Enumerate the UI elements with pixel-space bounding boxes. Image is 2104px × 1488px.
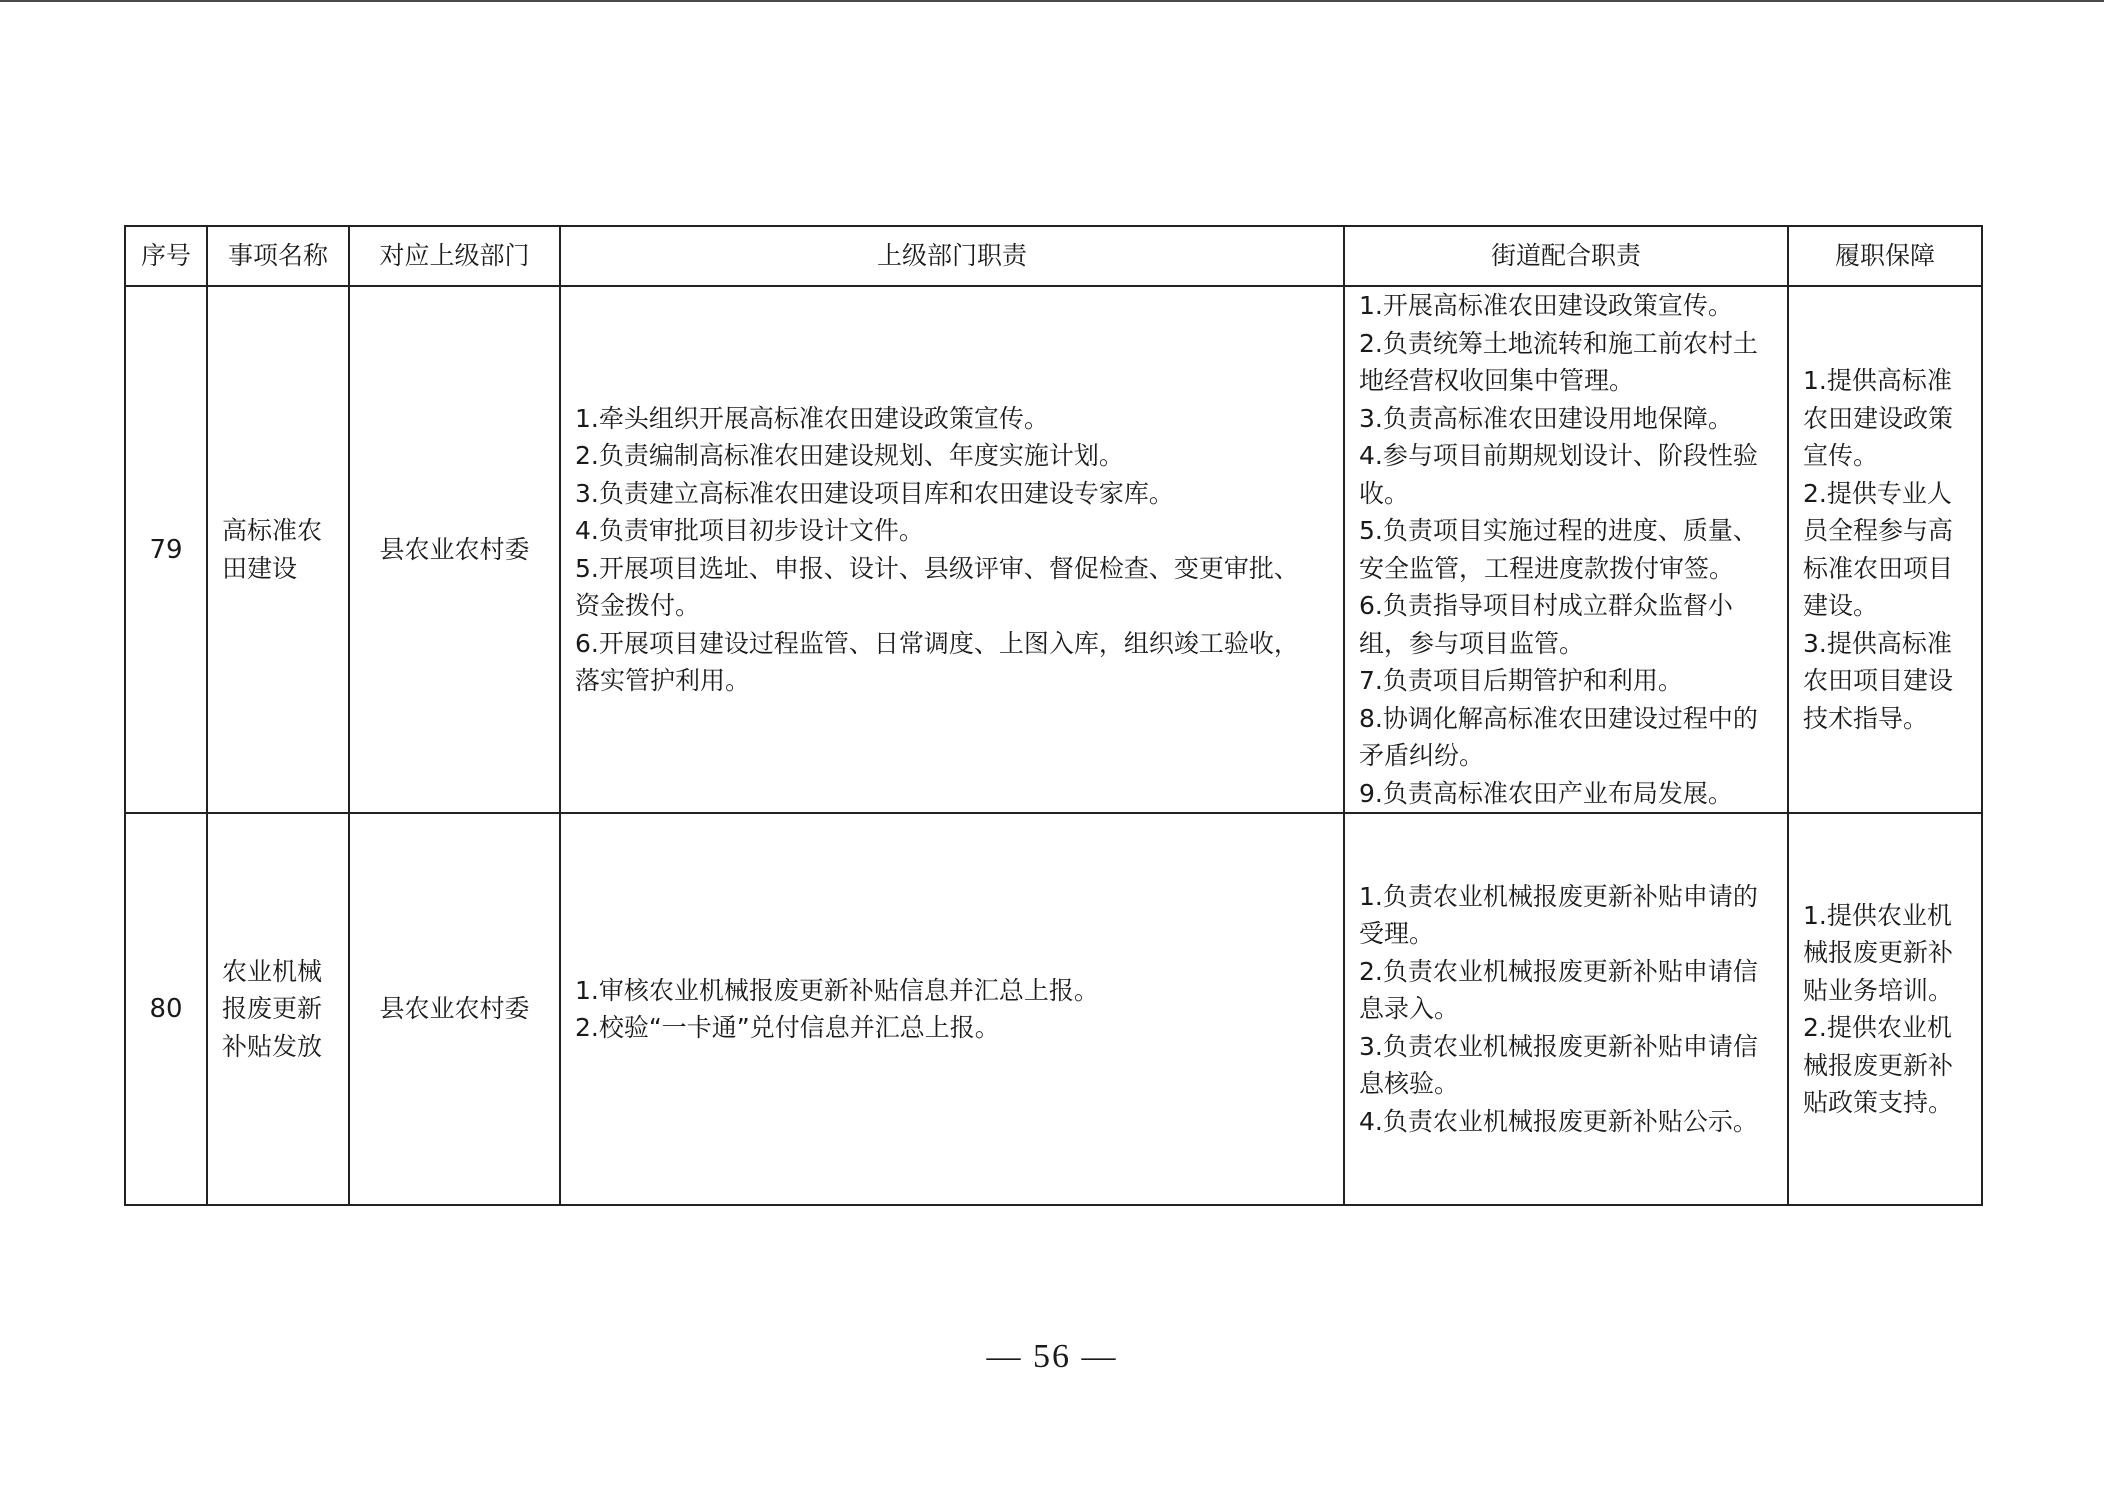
header-department: 对应上级部门: [349, 226, 560, 286]
guarantee-line: 农田项目建设: [1803, 666, 1954, 695]
duty-line: 受理。: [1359, 919, 1435, 949]
duty-line: 4.负责审批项目初步设计文件。: [575, 516, 924, 545]
cell-seq: 80: [125, 813, 207, 1205]
duty-line: 地经营权收回集中管理。: [1359, 366, 1635, 395]
cell-street-duties: [1344, 286, 1788, 813]
guarantee-line: 2.提供专业人: [1803, 478, 1952, 508]
duty-line: 落实管护利用。: [575, 666, 751, 695]
item-name-line: 补贴发放: [222, 1031, 323, 1061]
duty-line: 组，参与项目监管。: [1359, 628, 1585, 658]
guarantee-line: 员全程参与高: [1803, 516, 1954, 545]
duty-line: 7.负责项目后期管护和利用。: [1359, 666, 1683, 695]
guarantee-line: 技术指导。: [1803, 703, 1929, 733]
table-row: [125, 286, 1982, 813]
header-item-name: 事项名称: [207, 226, 349, 286]
cell-department: 县农业农村委: [349, 286, 560, 813]
duty-line: 2.负责编制高标准农田建设规划、年度实施计划。: [575, 441, 1124, 470]
cell-guarantee: [1788, 813, 1982, 1205]
page-number: — 56 —: [986, 1338, 1118, 1375]
cell-street-duties: [1344, 813, 1788, 1205]
cell-superior-duties: [560, 286, 1344, 813]
guarantee-line: 3.提供高标准: [1803, 628, 1952, 658]
duty-line: 2.负责统筹土地流转和施工前农村土: [1359, 328, 1758, 358]
duty-line: 2.负责农业机械报废更新补贴申请信: [1359, 956, 1758, 986]
guarantee-line: 贴业务培训。: [1803, 975, 1954, 1005]
table-row: [125, 813, 1982, 1205]
duty-line: 8.协调化解高标准农田建设过程中的: [1359, 703, 1758, 733]
header-guarantee: 履职保障: [1788, 226, 1982, 286]
header-superior-duties: 上级部门职责: [560, 226, 1344, 286]
guarantee-line: 建设。: [1803, 591, 1879, 620]
duty-line: 4.负责农业机械报废更新补贴公示。: [1359, 1106, 1758, 1136]
guarantee-line: 农田建设政策: [1803, 403, 1954, 433]
duty-line: 安全监管，工程进度款拨付审签。: [1359, 553, 1735, 583]
item-name-line: 田建设: [222, 553, 298, 583]
duty-line: 1.负责农业机械报废更新补贴申请的: [1359, 881, 1758, 911]
duty-line: 息核验。: [1359, 1069, 1460, 1099]
duty-line: 1.开展高标准农田建设政策宣传。: [1359, 291, 1733, 320]
item-name-line: 农业机械: [222, 956, 323, 986]
table-header-row: [125, 226, 1982, 286]
duty-line: 3.负责农业机械报废更新补贴申请信: [1359, 1031, 1758, 1061]
guarantee-line: 械报废更新补: [1803, 1050, 1954, 1080]
duty-line: 息录入。: [1359, 994, 1460, 1024]
item-name-line: 报废更新: [222, 994, 323, 1024]
duty-line: 2.校验“一卡通”兑付信息并汇总上报。: [575, 1013, 1000, 1042]
guarantee-line: 1.提供高标准: [1803, 366, 1952, 395]
cell-item-name: [207, 286, 349, 813]
duty-line: 6.负责指导项目村成立群众监督小: [1359, 591, 1733, 620]
guarantee-line: 宣传。: [1803, 441, 1879, 470]
duty-table: [124, 225, 1983, 1206]
page-top-border: [0, 0, 2104, 2]
duty-line: 6.开展项目建设过程监管、日常调度、上图入库，组织竣工验收，: [575, 628, 1299, 658]
duty-line: 收。: [1359, 478, 1410, 508]
cell-seq: 79: [125, 286, 207, 813]
guarantee-line: 贴政策支持。: [1803, 1088, 1954, 1117]
duty-line: 9.负责高标准农田产业布局发展。: [1359, 778, 1733, 808]
header-street-duties: 街道配合职责: [1344, 226, 1788, 286]
guarantee-line: 标准农田项目: [1803, 553, 1954, 583]
cell-item-name: [207, 813, 349, 1205]
duty-line: 资金拨付。: [575, 591, 701, 620]
duty-line: 矛盾纠纷。: [1359, 741, 1485, 770]
cell-department: 县农业农村委: [349, 813, 560, 1205]
duty-line: 3.负责建立高标准农田建设项目库和农田建设专家库。: [575, 478, 1174, 508]
item-name-line: 高标准农: [222, 516, 323, 545]
duty-line: 1.牵头组织开展高标准农田建设政策宣传。: [575, 403, 1049, 433]
cell-superior-duties: [560, 813, 1344, 1205]
duty-line: 3.负责高标准农田建设用地保障。: [1359, 403, 1733, 433]
duty-line: 5.开展项目选址、申报、设计、县级评审、督促检查、变更审批、: [575, 553, 1299, 583]
header-seq: 序号: [125, 226, 207, 286]
duty-line: 4.参与项目前期规划设计、阶段性验: [1359, 441, 1758, 470]
guarantee-line: 械报废更新补: [1803, 938, 1954, 967]
duty-line: 1.审核农业机械报废更新补贴信息并汇总上报。: [575, 975, 1099, 1005]
guarantee-line: 2.提供农业机: [1803, 1013, 1952, 1042]
guarantee-line: 1.提供农业机: [1803, 900, 1952, 930]
duty-line: 5.负责项目实施过程的进度、质量、: [1359, 516, 1758, 545]
cell-guarantee: [1788, 286, 1982, 813]
